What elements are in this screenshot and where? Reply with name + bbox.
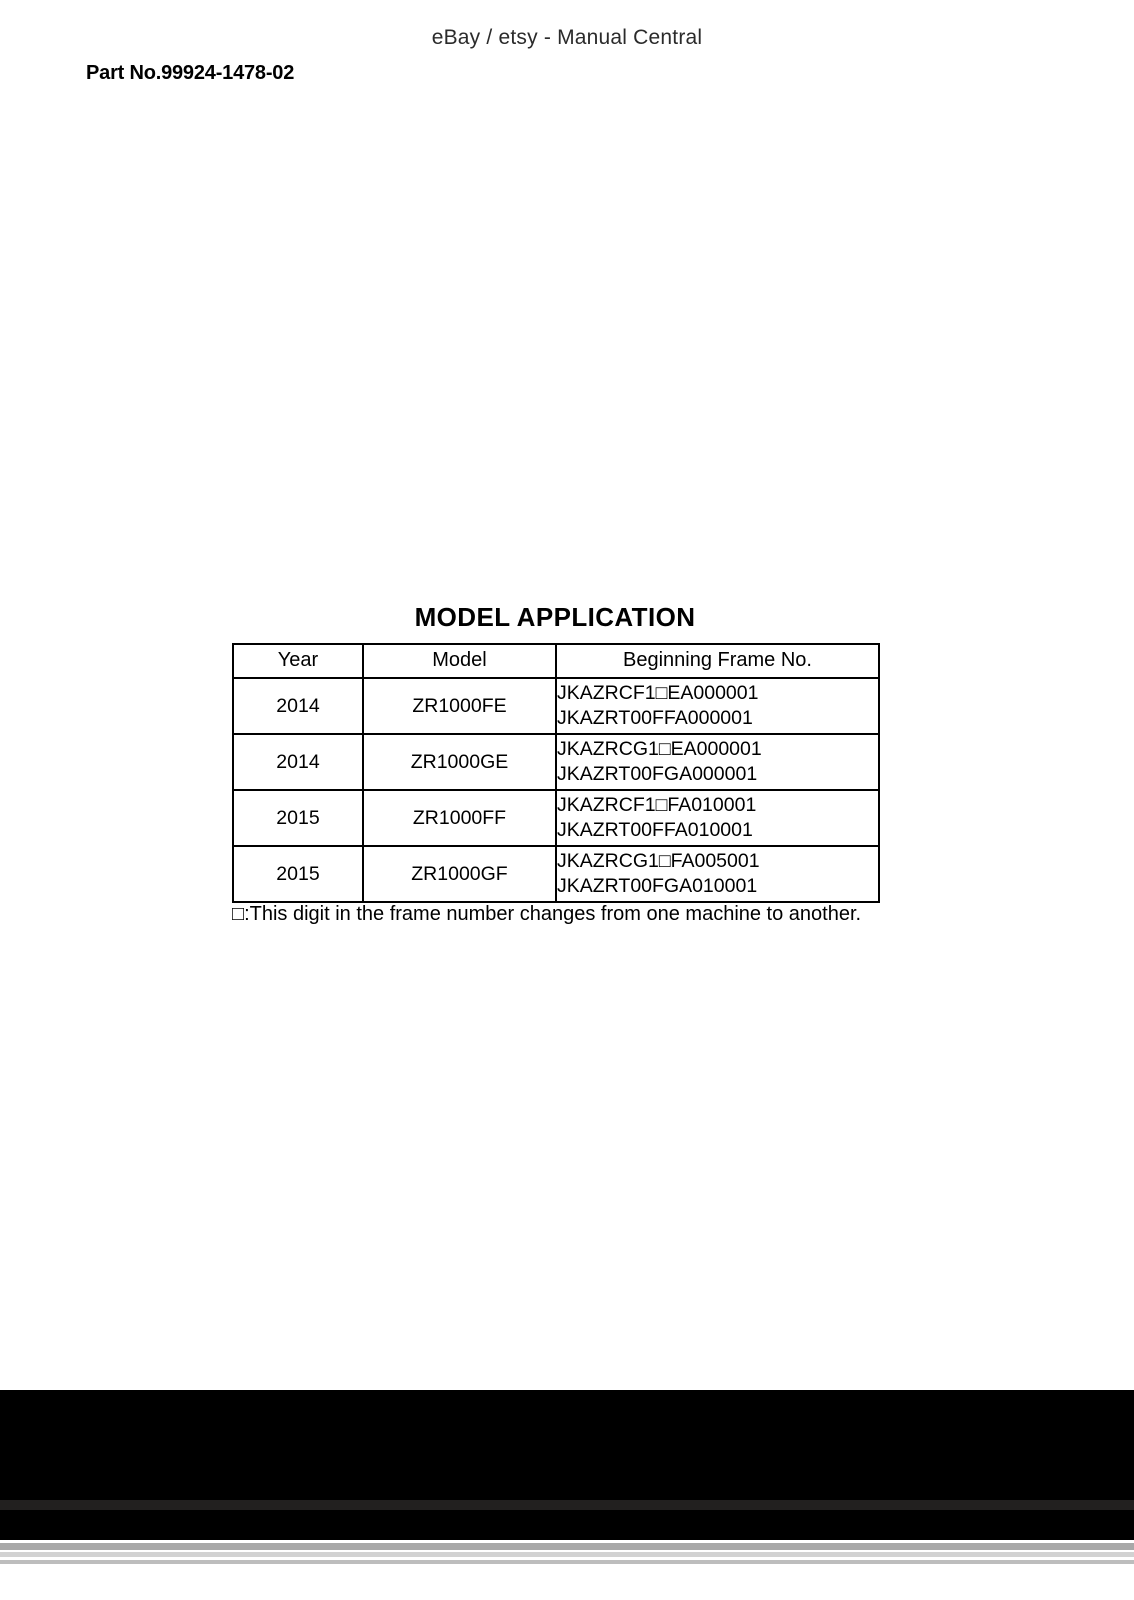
frame-line: JKAZRT00FFA000001 [557,707,753,729]
frame-line: JKAZRCF1□EA000001 [557,682,759,705]
page-bottom-gray-line [0,1560,1134,1564]
page-bottom-black-band [0,1390,1134,1540]
model-application-table [232,643,880,903]
page-bottom-band-sheen [0,1500,1134,1510]
column-header-model [363,644,556,678]
frame-line: JKAZRT00FGA010001 [557,875,758,897]
column-header-year-label: Year [277,649,319,671]
frame-line: JKAZRCG1□EA000001 [557,738,762,761]
cell-year: 2015 [233,790,363,846]
table-header-row [233,644,879,678]
page-bottom-gray-line [0,1552,1134,1557]
frame-line: JKAZRCF1□FA010001 [557,794,757,817]
cell-year: 2015 [233,846,363,902]
page-bottom-gray-line [0,1543,1134,1550]
table-row [233,678,879,734]
part-number-label: Part No.99924-1478-02 [86,62,295,84]
column-header-model-label: Model [432,649,487,671]
frame-line: JKAZRT00FFA010001 [557,819,753,841]
column-header-frame [556,644,879,678]
table-row [233,734,879,790]
cell-year: 2014 [233,734,363,790]
frame-line: JKAZRT00FGA000001 [557,763,758,785]
column-header-year [233,644,363,678]
table-row [233,846,879,902]
cell-model: ZR1000GF [363,846,556,902]
cell-year: 2014 [233,678,363,734]
cell-model: ZR1000FF [363,790,556,846]
cell-frame [556,678,879,734]
cell-frame [556,846,879,902]
table-row [233,790,879,846]
table-footnote: □:This digit in the frame number changes from one machine to another. [232,903,862,925]
column-header-frame-label: Beginning Frame No. [623,649,812,671]
cell-frame [556,734,879,790]
watermark-text: eBay / etsy - Manual Central [431,26,703,49]
model-application-block [232,602,878,903]
cell-model: ZR1000GE [363,734,556,790]
cell-model: ZR1000FE [363,678,556,734]
section-title: MODEL APPLICATION [414,602,696,632]
cell-frame [556,790,879,846]
frame-line: JKAZRCG1□FA005001 [557,850,760,873]
